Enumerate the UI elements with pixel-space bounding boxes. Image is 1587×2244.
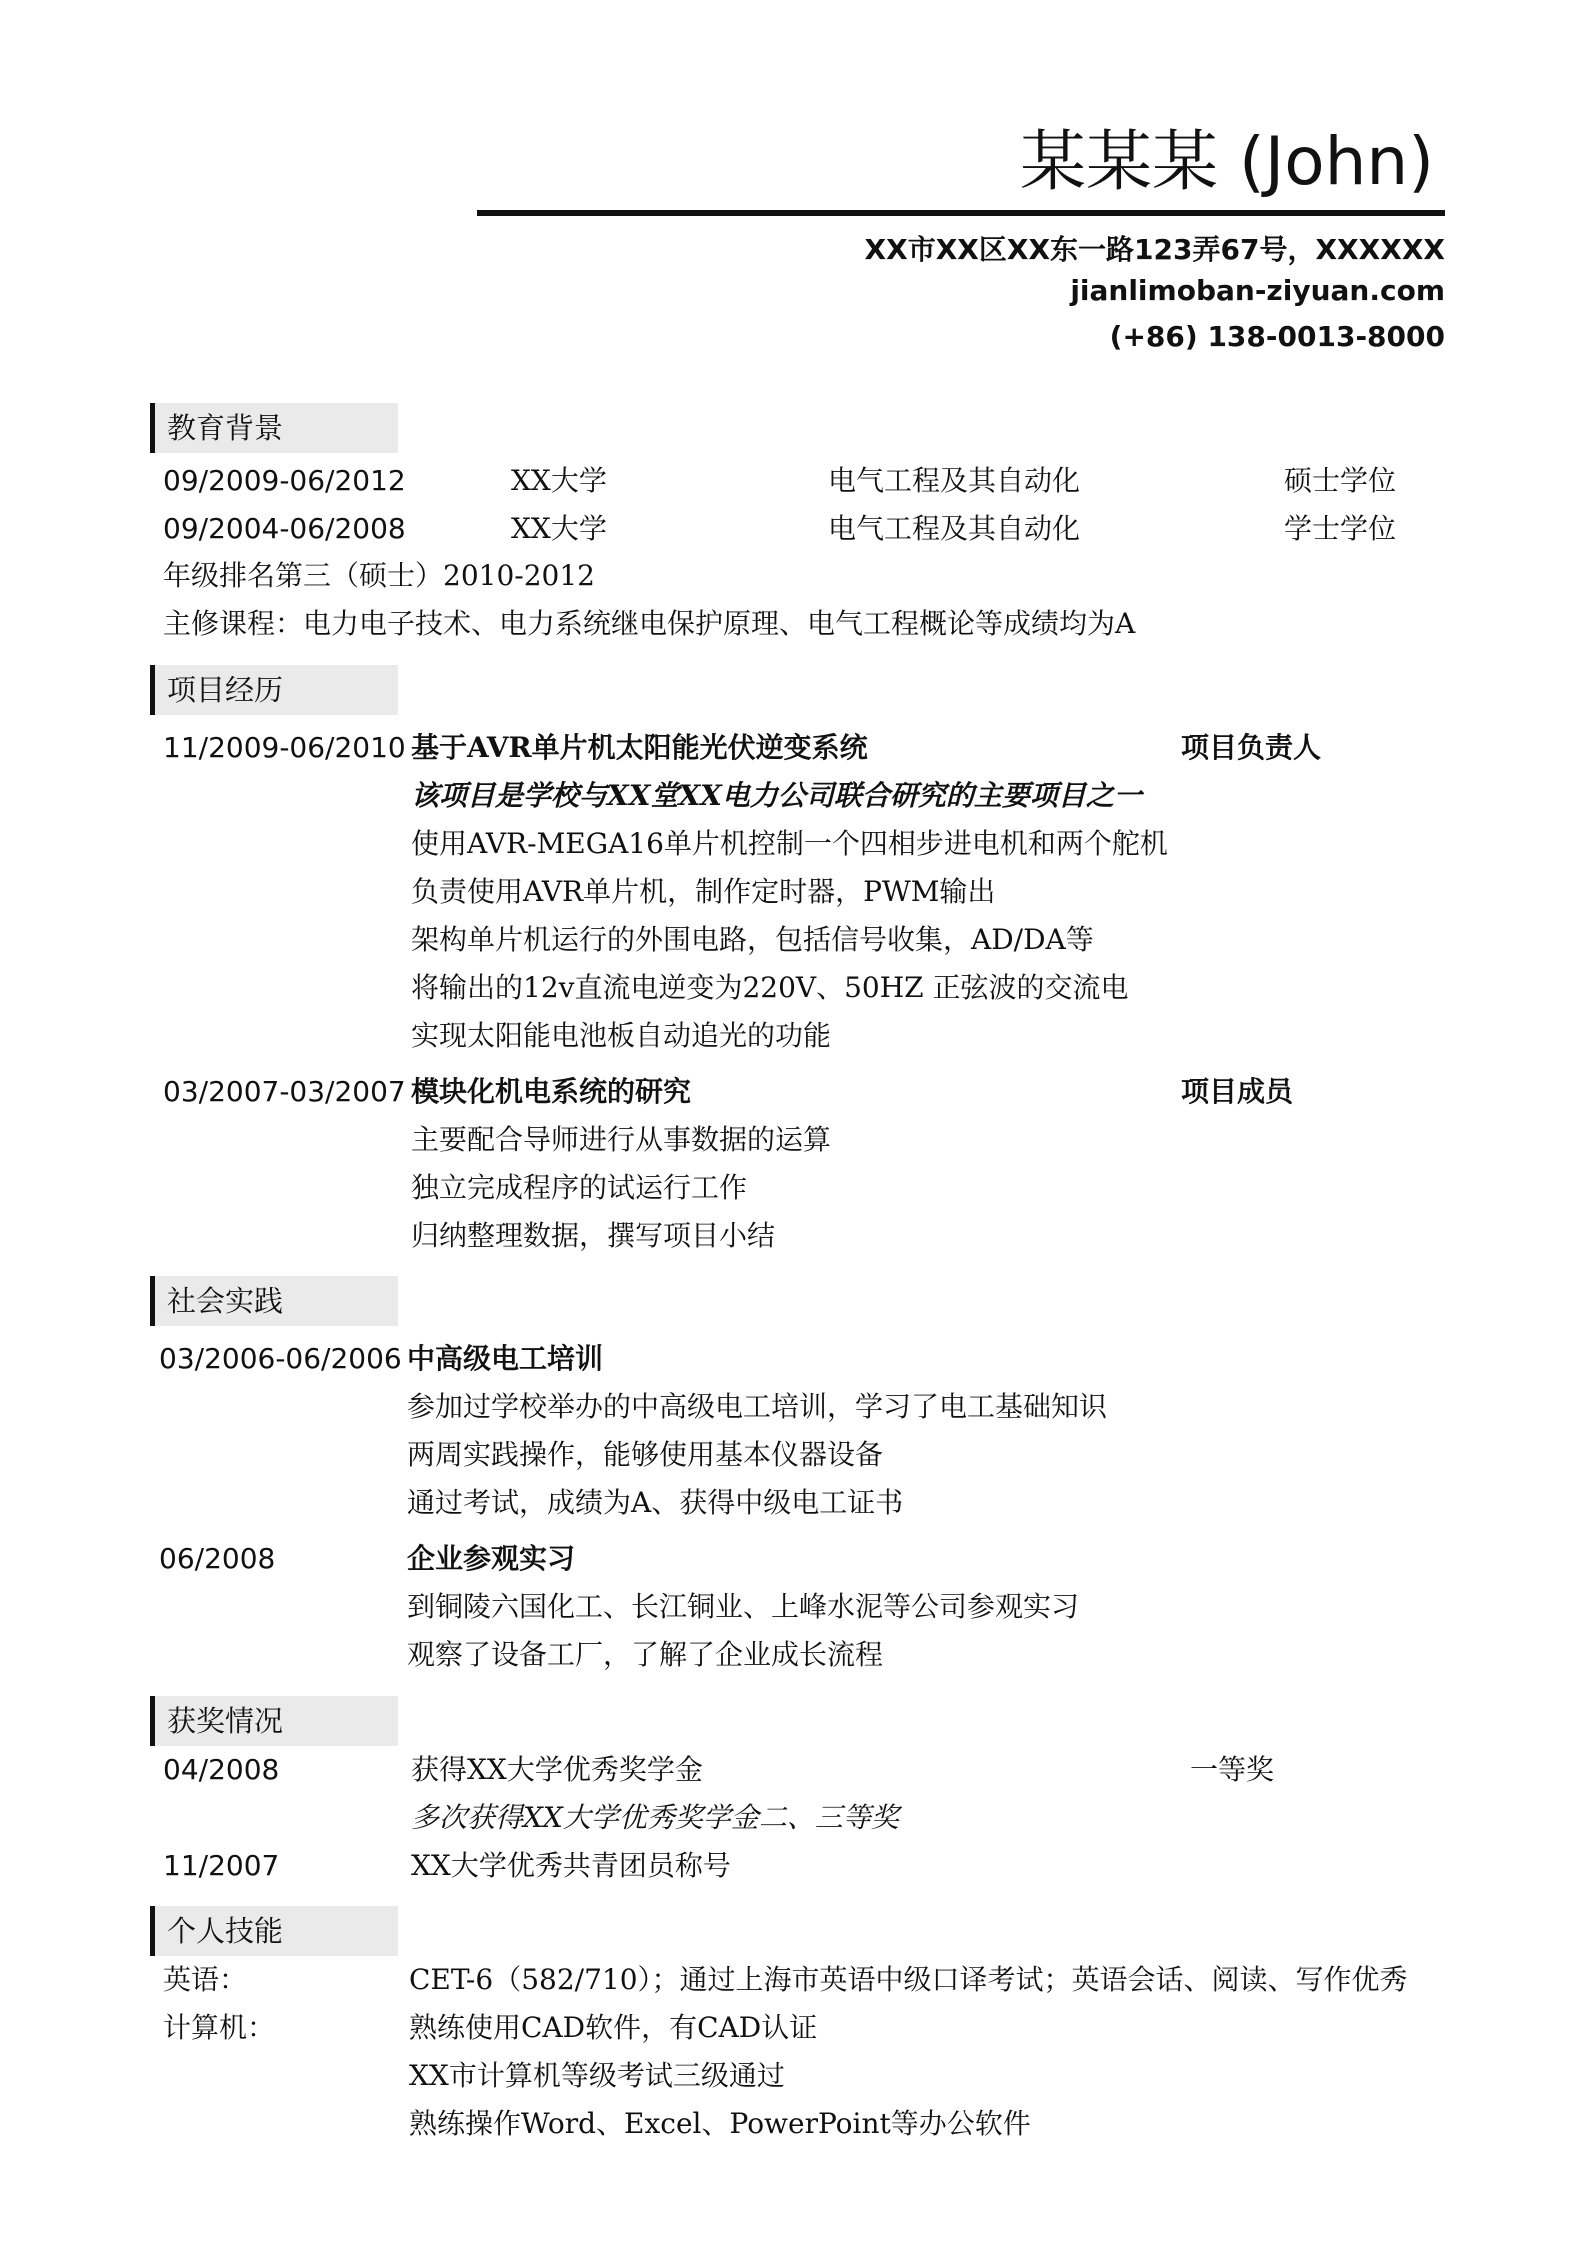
contact-website: jianlimoban-ziyuan.com — [1070, 274, 1445, 307]
practice-1-detail: 两周实践操作，能够使用基本仪器设备 — [407, 1438, 884, 1471]
section-education-heading: 教育背景 — [150, 403, 398, 453]
project-1-detail: 负责使用AVR单片机，制作定时器，PWM输出 — [411, 875, 996, 908]
edu-rank: 年级排名第三（硕士）2010-2012 — [163, 559, 595, 592]
section-practice-heading: 社会实践 — [150, 1276, 398, 1326]
project-1-detail: 使用AVR-MEGA16单片机控制一个四相步进电机和两个舵机 — [411, 827, 1168, 860]
award-1-text: 获得XX大学优秀奖学金 — [411, 1753, 703, 1786]
project-2-detail: 主要配合导师进行从事数据的运算 — [411, 1123, 832, 1156]
practice-1-date: 03/2006-06/2006 — [159, 1342, 402, 1375]
edu-degree-1: 硕士学位 — [1284, 464, 1397, 497]
project-1-role: 项目负责人 — [1181, 731, 1322, 764]
project-2-date: 03/2007-03/2007 — [163, 1075, 406, 1108]
award-2-date: 11/2007 — [163, 1849, 280, 1882]
resume-name: 某某某 (John) — [1020, 123, 1434, 200]
project-1-detail: 将输出的12v直流电逆变为220V、50HZ 正弦波的交流电 — [411, 971, 1129, 1004]
section-projects-heading: 项目经历 — [150, 665, 398, 715]
practice-2-name: 企业参观实习 — [407, 1542, 576, 1575]
project-2-detail: 归纳整理数据，撰写项目小结 — [411, 1219, 776, 1252]
edu-courses: 主修课程：电力电子技术、电力系统继电保护原理、电气工程概论等成绩均为A — [163, 607, 1136, 640]
skill-computer-label: 计算机： — [163, 2011, 276, 2044]
project-2-detail: 独立完成程序的试运行工作 — [411, 1171, 748, 1204]
practice-2-detail: 到铜陵六国化工、长江铜业、上峰水泥等公司参观实习 — [407, 1590, 1080, 1623]
project-1-name: 基于AVR单片机太阳能光伏逆变系统 — [411, 731, 868, 764]
practice-1-name: 中高级电工培训 — [407, 1342, 604, 1375]
section-awards-heading: 获奖情况 — [150, 1696, 398, 1746]
edu-date-2: 09/2004-06/2008 — [163, 512, 406, 545]
project-1-detail: 实现太阳能电池板自动追光的功能 — [411, 1019, 832, 1052]
practice-1-detail: 通过考试，成绩为A、获得中级电工证书 — [407, 1486, 904, 1519]
award-2-text: XX大学优秀共青团员称号 — [411, 1849, 731, 1882]
edu-school-2: XX大学 — [511, 512, 607, 545]
skill-computer-item: 熟练使用CAD软件，有CAD认证 — [409, 2011, 818, 2044]
project-2-role: 项目成员 — [1181, 1075, 1294, 1108]
skill-computer-item: XX市计算机等级考试三级通过 — [409, 2059, 785, 2092]
contact-phone: (+86) 138-0013-8000 — [1109, 320, 1445, 353]
project-2-name: 模块化机电系统的研究 — [411, 1075, 692, 1108]
practice-1-detail: 参加过学校举办的中高级电工培训，学习了电工基础知识 — [407, 1390, 1108, 1423]
project-1-date: 11/2009-06/2010 — [163, 731, 406, 764]
edu-major-2: 电气工程及其自动化 — [828, 512, 1081, 545]
skill-english-value: CET-6（582/710）；通过上海市英语中级口译考试；英语会话、阅读、写作优秀 — [409, 1963, 1408, 1996]
edu-school-1: XX大学 — [511, 464, 607, 497]
contact-address: XX市XX区XX东一路123弄67号，XXXXXX — [864, 233, 1445, 266]
section-skills-heading: 个人技能 — [150, 1906, 398, 1956]
project-1-detail: 架构单片机运行的外围电路，包括信号收集，AD/DA等 — [411, 923, 1094, 956]
practice-2-detail: 观察了设备工厂，了解了企业成长流程 — [407, 1638, 884, 1671]
edu-degree-2: 学士学位 — [1284, 512, 1397, 545]
edu-major-1: 电气工程及其自动化 — [828, 464, 1081, 497]
practice-2-date: 06/2008 — [159, 1542, 276, 1575]
award-1-level: 一等奖 — [1190, 1753, 1275, 1786]
award-1-date: 04/2008 — [163, 1753, 280, 1786]
skill-english-label: 英语： — [163, 1963, 248, 1996]
award-1-note: 多次获得XX大学优秀奖学金二、三等奖 — [411, 1801, 899, 1834]
project-1-intro: 该项目是学校与XX堂XX电力公司联合研究的主要项目之一 — [411, 779, 1142, 812]
edu-date-1: 09/2009-06/2012 — [163, 464, 406, 497]
skill-computer-item: 熟练操作Word、Excel、PowerPoint等办公软件 — [409, 2107, 1031, 2140]
name-divider — [477, 210, 1445, 216]
